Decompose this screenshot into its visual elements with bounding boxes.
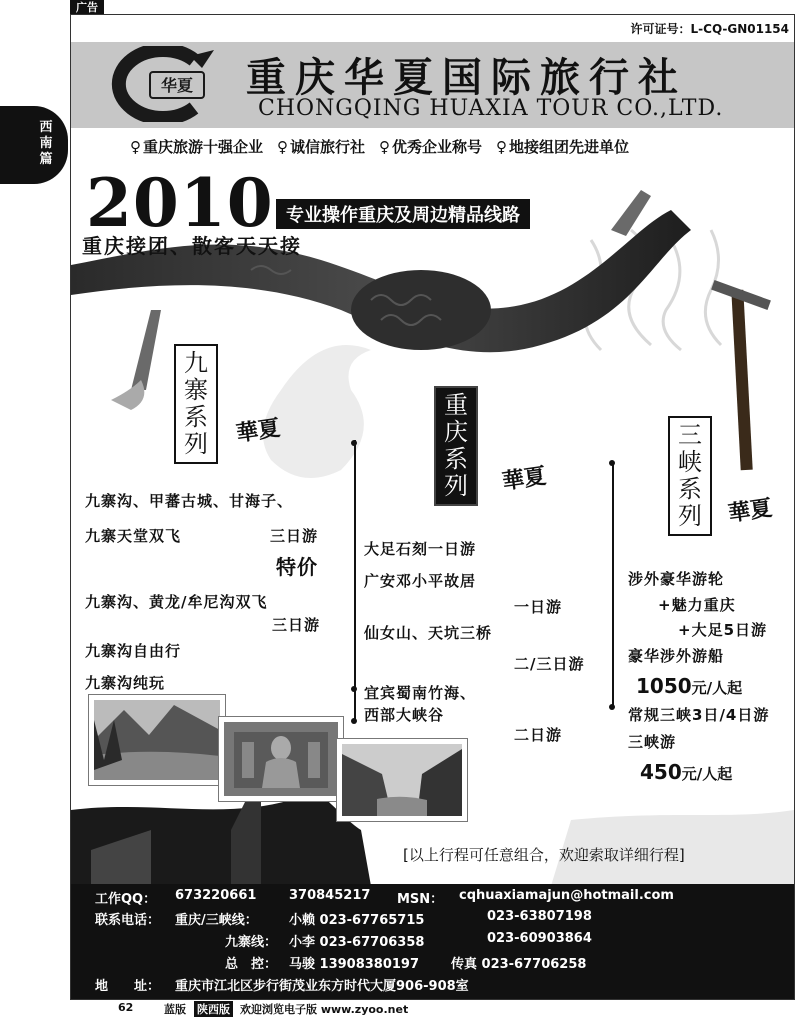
line-contact: 小李 023-67706358 [289, 935, 425, 950]
chongqing-divider [354, 440, 356, 720]
jiuzhai-duration: 三日游 [270, 527, 319, 545]
control-contact: 马骏 13908380197 [289, 957, 420, 972]
photo-jiuzhai-lake [88, 694, 226, 786]
honor-item: ♀ 优秀企业称号 [379, 137, 483, 156]
line-label: 重庆/三峡线： [175, 913, 258, 928]
qq-label: 工作QQ： [95, 892, 157, 907]
chongqing-duration: 一日游 [514, 598, 563, 616]
bullet-dot [351, 686, 357, 692]
chongqing-route: 宜宾蜀南竹海、 [364, 684, 477, 702]
photo-three-gorges [336, 738, 468, 822]
bullet-dot [351, 440, 357, 446]
jiuzhai-route: 九寨天堂双飞 [85, 527, 182, 545]
footer-website[interactable]: 欢迎浏览电子版 www.zyoo.net [240, 1003, 409, 1016]
ribbon-icon: ♀ [496, 137, 508, 156]
footer-section: 蓝版 [164, 1003, 186, 1016]
jiuzhai-duration: 三日游 [272, 616, 321, 634]
chongqing-route: 大足石刻一日游 [364, 540, 477, 558]
itinerary-note: [以上行程可任意组合，欢迎索取详细行程] [403, 846, 685, 864]
company-name-en: CHONGQING HUAXIA TOUR CO.,LTD. [258, 96, 724, 121]
footer-edition-badge: 陕西版 [194, 1001, 233, 1017]
line-phone: 023-63807198 [487, 909, 592, 924]
chongqing-route: 广安邓小平故居 [364, 572, 477, 590]
bullet-dot [609, 704, 615, 710]
line-contact: 小赖 023-67765715 [289, 913, 425, 928]
slogan-secondary: 重庆接团、散客天天接 [82, 234, 302, 258]
honor-item: ♀ 重庆旅游十强企业 [130, 137, 264, 156]
side-tab-label: 西 南 篇 [39, 120, 53, 167]
honors-list [130, 136, 629, 157]
honor-item: ♀ 诚信旅行社 [277, 137, 366, 156]
flute-decoration [711, 280, 771, 470]
address-text: 重庆市江北区步行街茂业东方时代大厦906-908室 [175, 979, 469, 994]
sanxia-route: +大足5日游 [678, 621, 768, 639]
huaxia-seal: 華夏 [500, 463, 548, 495]
sanxia-price: 450元/人起 [640, 760, 733, 784]
msn-address[interactable]: cqhuaxiamajun@hotmail.com [459, 888, 674, 903]
ribbon-icon: ♀ [130, 137, 141, 156]
company-logo [102, 46, 220, 122]
chongqing-duration: 二/三日游 [514, 655, 585, 673]
huaxia-seal: 華夏 [726, 495, 774, 527]
control-label: 总 控： [225, 957, 278, 972]
huaxia-seal: 華夏 [234, 415, 282, 447]
chongqing-route: 西部大峡谷 [364, 706, 445, 724]
company-name-cn: 重庆华夏国际旅行社 [246, 55, 687, 101]
headline-year: 2010 [86, 164, 274, 242]
jiuzhai-route: 九寨沟、黄龙/牟尼沟双飞 [85, 593, 268, 611]
sanxia-price: 1050元/人起 [636, 674, 743, 698]
side-tab [0, 106, 68, 184]
line-label: 九寨线： [225, 935, 278, 950]
license-number: 许可证号：L-CQ-GN01154 [630, 22, 789, 36]
sanxia-route: 常规三峡3日/4日游 [628, 706, 770, 724]
chongqing-series-title: 重 庆 系 列 [434, 386, 478, 506]
bullet-dot [609, 460, 615, 466]
ribbon-icon: ♀ [277, 137, 289, 156]
photo-dazu-buddha [218, 716, 344, 802]
honor-item: ♀ 地接组团先进单位 [496, 137, 630, 156]
slogan-primary: 专业操作重庆及周边精品线路 [276, 199, 530, 229]
sanxia-route: +魅力重庆 [658, 596, 736, 614]
jiuzhai-route: 九寨沟自由行 [85, 642, 182, 660]
jiuzhai-series-title: 九 寨 系 列 [174, 344, 218, 464]
jiuzhai-route: 九寨沟纯玩 [85, 674, 166, 692]
sanxia-route: 三峡游 [628, 733, 677, 751]
sanxia-route: 涉外豪华游轮 [628, 570, 725, 588]
address-label: 地 址： [95, 979, 161, 994]
ad-label: 广告 [70, 0, 104, 15]
logo-text: 华夏 [160, 76, 194, 95]
chongqing-duration: 二日游 [514, 726, 563, 744]
fax-number: 传真 023-67706258 [451, 957, 587, 972]
line-phone: 023-60903864 [487, 931, 592, 946]
ribbon-icon: ♀ [379, 137, 391, 156]
contact-bar [71, 884, 794, 999]
jiuzhai-special: 特价 [276, 555, 318, 579]
jiuzhai-route: 九寨沟、甲蕃古城、甘海子、 [85, 492, 294, 510]
qq-number: 370845217 [289, 888, 371, 903]
sanxia-route: 豪华涉外游船 [628, 647, 725, 665]
bullet-dot [351, 718, 357, 724]
sanxia-divider [612, 462, 614, 708]
msn-label: MSN： [397, 892, 444, 907]
phone-label: 联系电话： [95, 913, 161, 928]
chongqing-route: 仙女山、天坑三桥 [364, 624, 493, 642]
sanxia-series-title: 三 峡 系 列 [668, 416, 712, 536]
qq-number: 673220661 [175, 888, 257, 903]
page-number: 62 [118, 1001, 134, 1014]
